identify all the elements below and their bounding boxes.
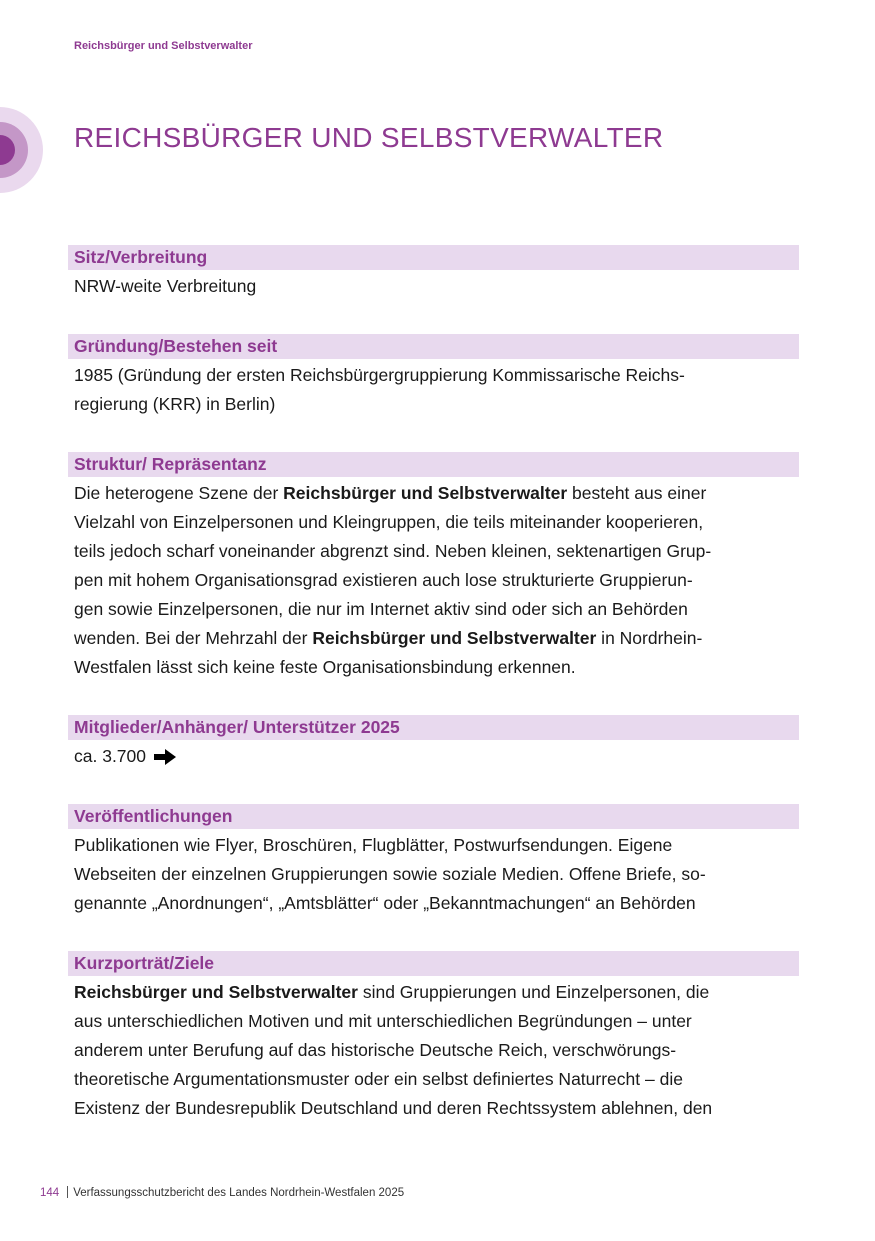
text-line: teils jedoch scharf voneinander abgrenzt sind. Neben kleinen, sektenartigen Grup- (74, 541, 712, 561)
text-line: Webseiten der einzelnen Gruppierungen sowie soziale Medien. Offene Briefe, so- (74, 864, 706, 884)
section-body (68, 831, 799, 918)
text-line: anderem unter Berufung auf das historische Deutsche Reich, verschwörungs- (74, 1040, 677, 1060)
text-line: theoretische Argumentationsmuster oder ein selbst definiertes Naturrecht – die (74, 1069, 683, 1089)
section-body (68, 978, 799, 1123)
section-heading: Mitglieder/Anhänger/ Unterstützer 2025 (68, 715, 799, 740)
section-struktur (68, 452, 799, 682)
member-count: ca. 3.700 (74, 746, 146, 766)
footer-divider (67, 1186, 68, 1198)
arrow-right-icon (154, 749, 176, 765)
bold-term: Reichsbürger und Selbstverwalter (312, 628, 597, 648)
text-run: in Nordrhein- (596, 628, 703, 648)
text-run: sind Gruppierungen und Einzelpersonen, die (357, 982, 710, 1002)
section-kurzportraet (68, 951, 799, 1123)
text-line: NRW-weite Verbreitung (74, 276, 257, 296)
section-mitglieder (68, 715, 799, 771)
section-body (68, 272, 799, 301)
text-line: 1985 (Gründung der ersten Reichsbürgergruppierung Kommissarische Reichs- (74, 365, 685, 385)
profile-content (68, 245, 799, 1156)
text-line (74, 978, 799, 1007)
running-header: Reichsbürger und Selbstverwalter (74, 40, 253, 52)
bold-term: Reichsbürger und Selbstverwalter (283, 483, 568, 503)
section-body (68, 361, 799, 419)
concentric-circles-icon (0, 107, 43, 193)
text-line: aus unterschiedlichen Motiven und mit unterschiedlichen Begründungen – unter (74, 1011, 692, 1031)
text-line: pen mit hohem Organisationsgrad existieren auch lose strukturierte Gruppierun- (74, 570, 693, 590)
text-line: Vielzahl von Einzelpersonen und Kleingruppen, die teils miteinander kooperieren, (74, 512, 704, 532)
section-heading: Veröffentlichungen (68, 804, 799, 829)
text-line: Westfalen lässt sich keine feste Organisationsbindung erkennen. (74, 657, 576, 677)
bold-term: Reichsbürger und Selbstverwalter (74, 982, 358, 1002)
text-run: Die heterogene Szene der (74, 483, 284, 503)
section-body (68, 479, 799, 682)
text-run: wenden. Bei der Mehrzahl der (74, 628, 313, 648)
section-sitz (68, 245, 799, 301)
section-heading: Sitz/Verbreitung (68, 245, 799, 270)
publication-title: Verfassungsschutzbericht des Landes Nordrhein-Westfalen 2025 (73, 1187, 405, 1199)
text-line (74, 479, 799, 508)
section-veroeffentlichungen (68, 804, 799, 918)
text-line: gen sowie Einzelpersonen, die nur im Internet aktiv sind oder sich an Behörden (74, 599, 688, 619)
section-gruendung (68, 334, 799, 419)
section-heading: Struktur/ Repräsentanz (68, 452, 799, 477)
text-line (74, 624, 799, 653)
text-line: regierung (KRR) in Berlin) (74, 394, 276, 414)
section-heading: Kurzporträt/Ziele (68, 951, 799, 976)
page-number: 144 (40, 1187, 60, 1199)
text-run: besteht aus einer (567, 483, 707, 503)
text-line: genannte „Anordnungen“, „Amtsblätter“ oder „Bekanntmachungen“ an Behörden (74, 893, 696, 913)
section-body (68, 742, 799, 771)
page-footer (40, 1186, 404, 1199)
text-line: Existenz der Bundesrepublik Deutschland und deren Rechtssystem ablehnen, den (74, 1098, 713, 1118)
section-heading: Gründung/Bestehen seit (68, 334, 799, 359)
text-line: Publikationen wie Flyer, Broschüren, Flugblätter, Postwurfsendungen. Eigene (74, 835, 673, 855)
member-count-line (74, 742, 799, 771)
page-title: REICHSBÜRGER UND SELBSTVERWALTER (74, 122, 664, 153)
